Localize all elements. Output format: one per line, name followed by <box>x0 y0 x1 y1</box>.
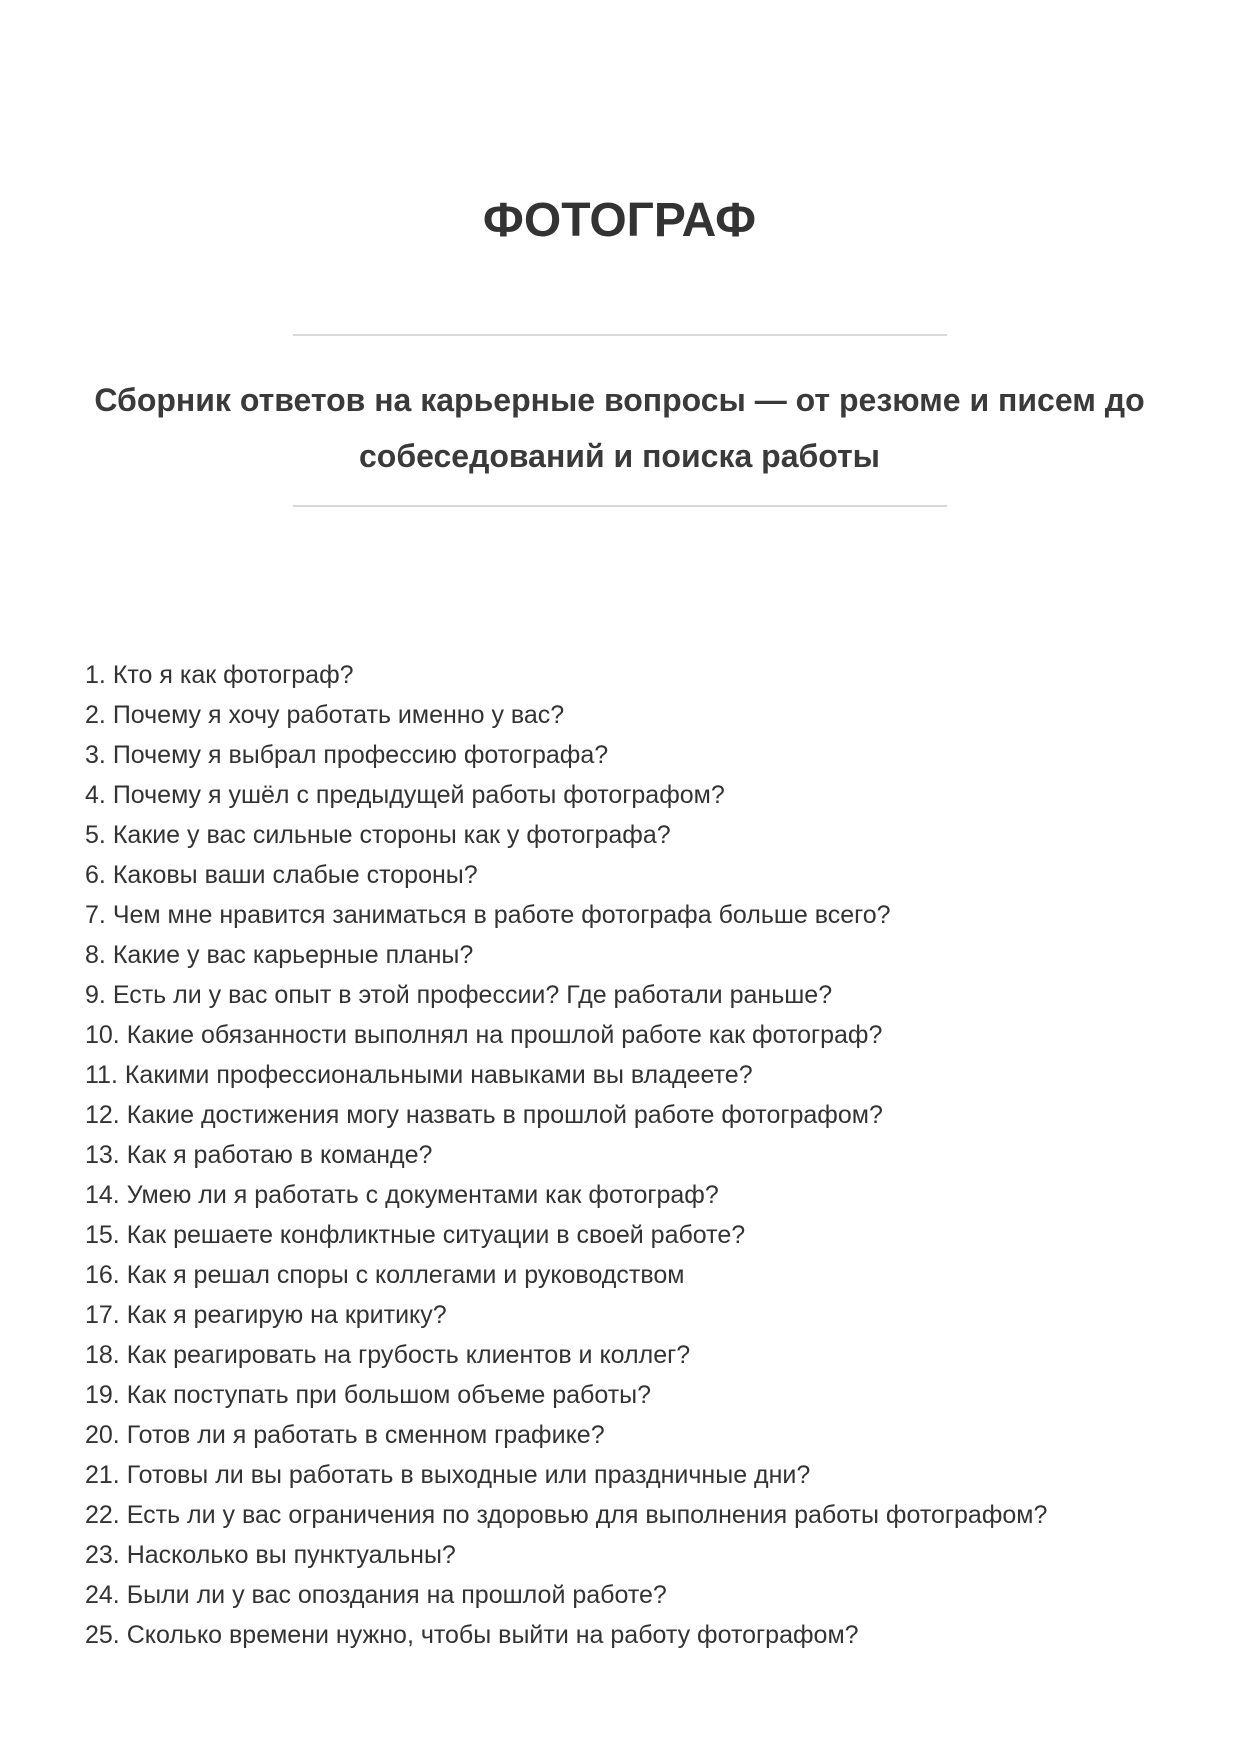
question-number: 3. <box>85 741 106 769</box>
question-number: 5. <box>85 821 106 849</box>
question-number: 13. <box>85 1141 120 1169</box>
question-item <box>85 1255 1239 1295</box>
page-subtitle <box>0 372 1239 484</box>
question-text: Как я реагирую на критику? <box>126 1301 447 1329</box>
question-text: Есть ли у вас опыт в этой профессии? Где работали раньше? <box>112 981 833 1009</box>
question-item <box>85 655 1239 695</box>
question-number: 4. <box>85 781 106 809</box>
question-number: 17. <box>85 1301 120 1329</box>
question-number: 11. <box>85 1061 118 1089</box>
question-item <box>85 1095 1239 1135</box>
question-text: Какие у вас сильные стороны как у фотографа? <box>112 821 671 849</box>
question-item <box>85 935 1239 975</box>
question-text: Кто я как фотограф? <box>112 661 354 689</box>
question-item <box>85 1415 1239 1455</box>
question-item <box>85 1215 1239 1255</box>
question-text: Какие достижения могу назвать в прошлой работе фотографом? <box>126 1101 883 1129</box>
question-number: 22. <box>85 1501 120 1529</box>
question-text: Есть ли у вас ограничения по здоровью для выполнения работы фотографом? <box>126 1501 1048 1529</box>
question-list <box>85 655 1239 1655</box>
question-item <box>85 815 1239 855</box>
question-number: 24. <box>85 1581 120 1609</box>
question-number: 8. <box>85 941 106 969</box>
question-text: Почему я хочу работать именно у вас? <box>112 701 565 729</box>
question-number: 23. <box>85 1541 120 1569</box>
question-item <box>85 1015 1239 1055</box>
question-text: Как я работаю в команде? <box>126 1141 433 1169</box>
question-item <box>85 1375 1239 1415</box>
question-number: 14. <box>85 1181 120 1209</box>
question-item <box>85 1335 1239 1375</box>
question-item <box>85 695 1239 735</box>
subtitle-line-2: собеседований и поиска работы <box>358 438 880 474</box>
question-item <box>85 735 1239 775</box>
question-text: Были ли у вас опоздания на прошлой работе? <box>126 1581 667 1609</box>
question-number: 6. <box>85 861 106 889</box>
question-text: Как я решал споры с коллегами и руководством <box>126 1261 685 1289</box>
subtitle-line-1: Сборник ответов на карьерные вопросы — от резюме и писем до <box>94 382 1145 418</box>
question-text: Как решаете конфликтные ситуации в своей работе? <box>126 1221 746 1249</box>
question-item <box>85 1135 1239 1175</box>
question-number: 20. <box>85 1421 120 1449</box>
question-text: Как поступать при большом объеме работы? <box>126 1381 652 1409</box>
question-item <box>85 1615 1239 1655</box>
question-text: Почему я выбрал профессию фотографа? <box>112 741 609 769</box>
question-text: Чем мне нравится заниматься в работе фотографа больше всего? <box>112 901 891 929</box>
question-item <box>85 1175 1239 1215</box>
question-number: 10. <box>85 1021 120 1049</box>
question-text: Готов ли я работать в сменном графике? <box>126 1421 605 1449</box>
question-item <box>85 1455 1239 1495</box>
question-item <box>85 775 1239 815</box>
question-number: 1. <box>85 661 106 689</box>
page-title: ФОТОГРАФ <box>482 194 757 247</box>
question-item <box>85 855 1239 895</box>
question-number: 25. <box>85 1621 120 1649</box>
question-number: 9. <box>85 981 106 1009</box>
divider-top <box>293 334 947 336</box>
question-number: 15. <box>85 1221 120 1249</box>
question-text: Какие обязанности выполнял на прошлой работе как фотограф? <box>126 1021 883 1049</box>
question-text: Как реагировать на грубость клиентов и коллег? <box>126 1341 691 1369</box>
question-item <box>85 1535 1239 1575</box>
question-text: Каковы ваши слабые стороны? <box>112 861 478 889</box>
question-text: Сколько времени нужно, чтобы выйти на работу фотографом? <box>126 1621 859 1649</box>
question-text: Готовы ли вы работать в выходные или праздничные дни? <box>126 1461 811 1489</box>
question-number: 2. <box>85 701 106 729</box>
question-item <box>85 1055 1239 1095</box>
question-item <box>85 895 1239 935</box>
question-item <box>85 1295 1239 1335</box>
question-number: 18. <box>85 1341 120 1369</box>
question-text: Какие у вас карьерные планы? <box>112 941 474 969</box>
question-item <box>85 1495 1239 1535</box>
question-number: 7. <box>85 901 106 929</box>
question-text: Почему я ушёл с предыдущей работы фотографом? <box>112 781 725 809</box>
question-text: Насколько вы пунктуальны? <box>126 1541 456 1569</box>
question-item <box>85 975 1239 1015</box>
question-number: 16. <box>85 1261 120 1289</box>
question-text: Какими профессиональными навыками вы владеете? <box>124 1061 753 1089</box>
question-number: 12. <box>85 1101 120 1129</box>
question-item <box>85 1575 1239 1615</box>
divider-bottom <box>293 505 947 507</box>
question-text: Умею ли я работать с документами как фотограф? <box>126 1181 719 1209</box>
question-number: 21. <box>85 1461 120 1489</box>
question-number: 19. <box>85 1381 120 1409</box>
